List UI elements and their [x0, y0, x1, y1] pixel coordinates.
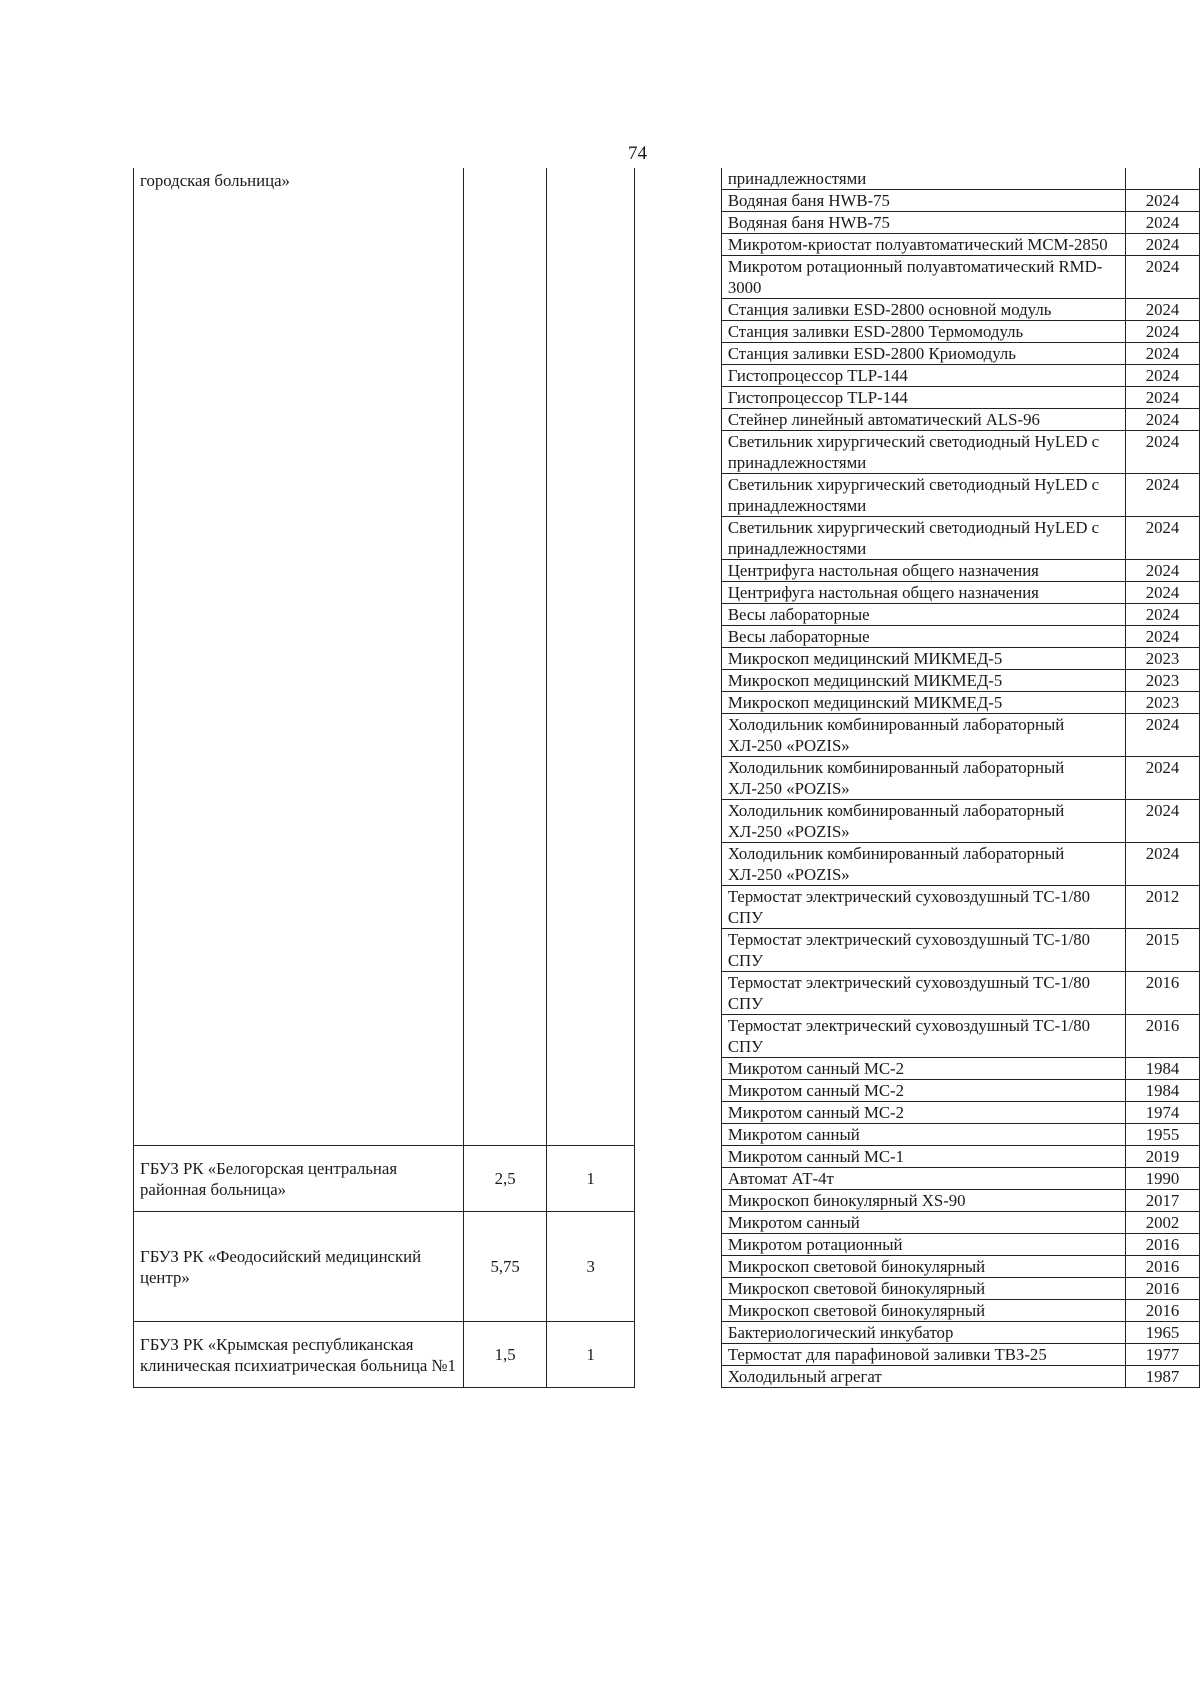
year-cell: 2024 [1125, 604, 1199, 626]
year-cell [1125, 168, 1199, 190]
table-row [134, 168, 1200, 190]
equipment-name-cell: Термостат электрический суховоздушный ТС-1/80 СПУ [721, 929, 1125, 972]
year-cell: 2024 [1125, 234, 1199, 256]
table-row [134, 1146, 1200, 1168]
equipment-name-cell: Станция заливки ESD-2800 основной модуль [721, 299, 1125, 321]
year-cell: 2016 [1125, 1300, 1199, 1322]
year-cell: 2024 [1125, 212, 1199, 234]
year-cell: 1984 [1125, 1058, 1199, 1080]
year-cell: 2019 [1125, 1146, 1199, 1168]
equipment-name-cell: Центрифуга настольная общего назначения [721, 582, 1125, 604]
equipment-table [133, 168, 1200, 1388]
count-cell: 1 [547, 1146, 635, 1212]
equipment-name-cell: Весы лабораторные [721, 626, 1125, 648]
count-cell: 3 [547, 1212, 635, 1322]
equipment-name-cell: Холодильник комбинированный лабораторный ХЛ-250 «POZIS» [721, 800, 1125, 843]
equipment-name-cell: Микротом санный МС-2 [721, 1080, 1125, 1102]
equipment-name-cell: Микроскоп световой бинокулярный [721, 1300, 1125, 1322]
year-cell: 2015 [1125, 929, 1199, 972]
year-cell: 2002 [1125, 1212, 1199, 1234]
equipment-name-cell: Холодильник комбинированный лабораторный ХЛ-250 «POZIS» [721, 843, 1125, 886]
year-cell: 2012 [1125, 886, 1199, 929]
equipment-name-cell: Термостат для парафиновой заливки ТВЗ-25 [721, 1344, 1125, 1366]
equipment-name-cell: Светильник хирургический светодиодный HyLED с принадлежностями [721, 431, 1125, 474]
equipment-name-cell: Гистопроцессор TLP-144 [721, 365, 1125, 387]
year-cell: 2016 [1125, 972, 1199, 1015]
column-gap [634, 168, 721, 1146]
equipment-name-cell: принадлежностями [721, 168, 1125, 190]
year-cell: 2024 [1125, 365, 1199, 387]
year-cell: 2024 [1125, 387, 1199, 409]
column-gap [634, 1146, 721, 1212]
year-cell: 2016 [1125, 1256, 1199, 1278]
year-cell: 1990 [1125, 1168, 1199, 1190]
year-cell: 2024 [1125, 299, 1199, 321]
year-cell: 1974 [1125, 1102, 1199, 1124]
column-gap [634, 1212, 721, 1322]
year-cell: 2016 [1125, 1278, 1199, 1300]
equipment-name-cell: Микротом санный [721, 1124, 1125, 1146]
equipment-name-cell: Микроскоп медицинский МИКМЕД-5 [721, 670, 1125, 692]
equipment-name-cell: Стейнер линейный автоматический ALS-96 [721, 409, 1125, 431]
equipment-name-cell: Микротом ротационный полуавтоматический RMD-3000 [721, 256, 1125, 299]
year-cell: 2024 [1125, 843, 1199, 886]
year-cell: 2017 [1125, 1190, 1199, 1212]
year-cell: 2024 [1125, 474, 1199, 517]
rate-cell: 5,75 [463, 1212, 547, 1322]
equipment-name-cell: Водяная баня HWB-75 [721, 190, 1125, 212]
equipment-name-cell: Термостат электрический суховоздушный ТС-1/80 СПУ [721, 886, 1125, 929]
equipment-name-cell: Термостат электрический суховоздушный ТС-1/80 СПУ [721, 972, 1125, 1015]
equipment-name-cell: Микротом санный МС-2 [721, 1058, 1125, 1080]
year-cell: 2023 [1125, 670, 1199, 692]
equipment-name-cell: Микротом-криостат полуавтоматический МСМ-2850 [721, 234, 1125, 256]
year-cell: 1955 [1125, 1124, 1199, 1146]
equipment-name-cell: Станция заливки ESD-2800 Термомодуль [721, 321, 1125, 343]
equipment-name-cell: Микротом ротационный [721, 1234, 1125, 1256]
equipment-name-cell: Микроскоп световой бинокулярный [721, 1256, 1125, 1278]
equipment-name-cell: Микроскоп медицинский МИКМЕД-5 [721, 692, 1125, 714]
year-cell: 1984 [1125, 1080, 1199, 1102]
rate-cell [463, 168, 547, 1146]
organization-cell: городская больница» [134, 168, 464, 1146]
table-row [134, 1212, 1200, 1234]
column-gap [634, 1322, 721, 1388]
year-cell: 2024 [1125, 321, 1199, 343]
year-cell: 2016 [1125, 1234, 1199, 1256]
year-cell: 2024 [1125, 517, 1199, 560]
year-cell: 2024 [1125, 560, 1199, 582]
equipment-name-cell: Бактериологический инкубатор [721, 1322, 1125, 1344]
equipment-name-cell: Холодильник комбинированный лабораторный ХЛ-250 «POZIS» [721, 714, 1125, 757]
equipment-name-cell: Микротом санный [721, 1212, 1125, 1234]
organization-cell: ГБУЗ РК «Феодосийский медицинский центр» [134, 1212, 464, 1322]
equipment-name-cell: Станция заливки ESD-2800 Криомодуль [721, 343, 1125, 365]
year-cell: 2024 [1125, 256, 1199, 299]
equipment-name-cell: Светильник хирургический светодиодный HyLED с принадлежностями [721, 517, 1125, 560]
equipment-name-cell: Холодильный агрегат [721, 1366, 1125, 1388]
equipment-name-cell: Микротом санный МС-1 [721, 1146, 1125, 1168]
year-cell: 1987 [1125, 1366, 1199, 1388]
year-cell: 2024 [1125, 800, 1199, 843]
year-cell: 2024 [1125, 714, 1199, 757]
organization-cell: ГБУЗ РК «Белогорская центральная районная больница» [134, 1146, 464, 1212]
equipment-name-cell: Термостат электрический суховоздушный ТС-1/80 СПУ [721, 1015, 1125, 1058]
year-cell: 2023 [1125, 692, 1199, 714]
year-cell: 2024 [1125, 190, 1199, 212]
equipment-name-cell: Светильник хирургический светодиодный HyLED с принадлежностями [721, 474, 1125, 517]
equipment-name-cell: Микроскоп световой бинокулярный [721, 1278, 1125, 1300]
equipment-name-cell: Водяная баня HWB-75 [721, 212, 1125, 234]
page-number: 74 [628, 143, 647, 164]
equipment-name-cell: Весы лабораторные [721, 604, 1125, 626]
year-cell: 2024 [1125, 343, 1199, 365]
year-cell: 2024 [1125, 582, 1199, 604]
organization-cell: ГБУЗ РК «Крымская республиканская клиническая психиатрическая больница №1 [134, 1322, 464, 1388]
table-row [134, 1322, 1200, 1344]
year-cell: 2024 [1125, 431, 1199, 474]
equipment-name-cell: Микроскоп медицинский МИКМЕД-5 [721, 648, 1125, 670]
year-cell: 2016 [1125, 1015, 1199, 1058]
year-cell: 1977 [1125, 1344, 1199, 1366]
equipment-name-cell: Холодильник комбинированный лабораторный ХЛ-250 «POZIS» [721, 757, 1125, 800]
count-cell [547, 168, 635, 1146]
equipment-name-cell: Автомат АТ-4т [721, 1168, 1125, 1190]
equipment-name-cell: Микротом санный МС-2 [721, 1102, 1125, 1124]
rate-cell: 2,5 [463, 1146, 547, 1212]
year-cell: 2023 [1125, 648, 1199, 670]
year-cell: 2024 [1125, 409, 1199, 431]
count-cell: 1 [547, 1322, 635, 1388]
rate-cell: 1,5 [463, 1322, 547, 1388]
equipment-name-cell: Гистопроцессор TLP-144 [721, 387, 1125, 409]
year-cell: 2024 [1125, 626, 1199, 648]
year-cell: 2024 [1125, 757, 1199, 800]
year-cell: 1965 [1125, 1322, 1199, 1344]
equipment-name-cell: Микроскоп бинокулярный XS-90 [721, 1190, 1125, 1212]
equipment-name-cell: Центрифуга настольная общего назначения [721, 560, 1125, 582]
